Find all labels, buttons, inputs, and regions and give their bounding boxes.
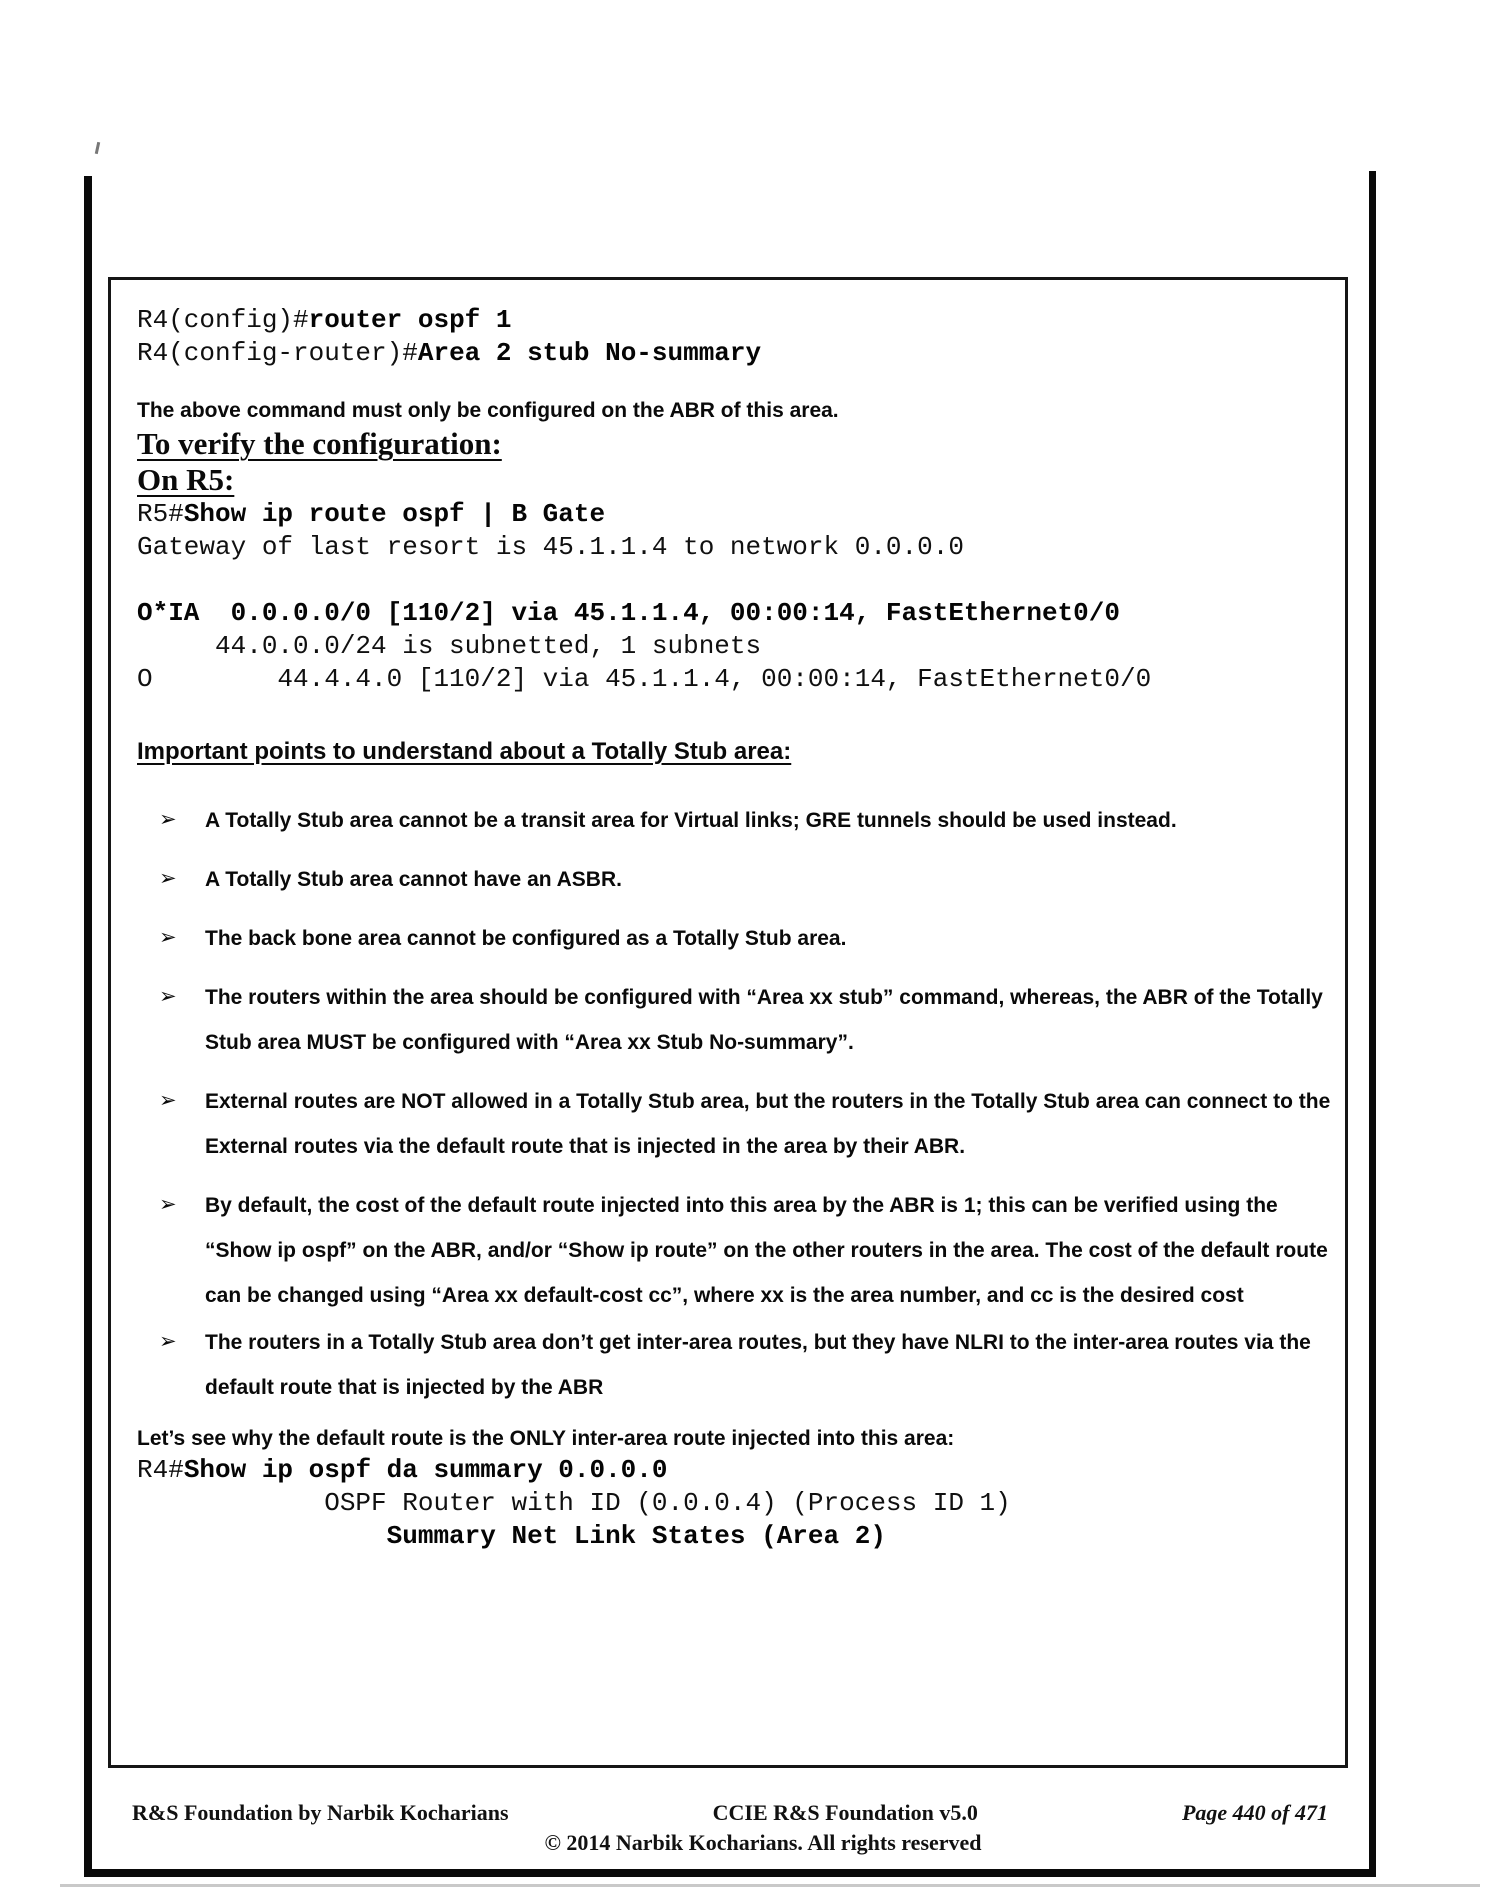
page-footer <box>108 1800 1348 1856</box>
bullet-point <box>137 975 1345 1065</box>
bullet-point <box>137 1320 1345 1410</box>
bullet-text: By default, the cost of the default route injected into this area by the ABR is 1; this can be verified using the “Show ip ospf” on the ABR, and/or “Show ip route” on the other routers in the area. The cost of the default route can be changed using “Area xx default-cost cc”, where xx is the area number, and cc is the desired cost <box>205 1194 1328 1307</box>
bullet-point <box>137 916 1345 961</box>
cli-command: Show ip route ospf | B Gate <box>183 499 606 529</box>
page-border-bottom <box>84 1869 1376 1877</box>
bullet-point <box>137 798 1345 843</box>
footer-row <box>108 1800 1348 1826</box>
arrow-bullet-icon: ➢ <box>159 866 177 890</box>
heading-important-points: Important points to understand about a Totally Stub area: <box>137 738 792 765</box>
arrow-bullet-icon: ➢ <box>159 1329 177 1353</box>
page-border-left <box>84 176 92 1876</box>
cli-output-header: Summary Net Link States (Area 2) <box>137 1521 886 1551</box>
arrow-bullet-icon: ➢ <box>159 807 177 831</box>
arrow-bullet-icon: ➢ <box>159 984 177 1008</box>
arrow-bullet-icon: ➢ <box>159 1088 177 1112</box>
bullet-point <box>137 1183 1345 1318</box>
summary-net-link-states-line <box>137 1520 1345 1553</box>
cli-prompt: R5# <box>137 499 184 529</box>
ospf-router-id-line <box>137 1487 1345 1520</box>
footer-page-number: Page 440 of 471 <box>1181 1800 1328 1825</box>
heading-on-r5: On R5: <box>137 462 235 497</box>
terminal-show-route-block <box>137 498 1345 696</box>
bullet-text: External routes are NOT allowed in a Totally Stub area, but the routers in the Totally Stub area can connect to the External routes via the default route that is injected in the area by their ABR. <box>205 1090 1331 1158</box>
cli-output-line: Gateway of last resort is 45.1.1.4 to network 0.0.0.0 <box>137 532 964 562</box>
cli-prompt: R4(config-router)# <box>137 338 418 368</box>
cli-output-line: 44.0.0.0/24 is subnetted, 1 subnets <box>137 631 762 661</box>
cli-output-default-route: O*IA 0.0.0.0/0 [110/2] via 45.1.1.4, 00:00:14, FastEthernet0/0 <box>137 598 1120 628</box>
content-box <box>108 277 1348 1768</box>
terminal-config-block <box>137 304 1345 370</box>
bullet-point <box>137 1079 1345 1169</box>
cli-prompt: R4# <box>137 1455 184 1485</box>
page-border-right <box>1369 171 1376 1877</box>
bullet-point <box>137 857 1345 902</box>
important-points-list <box>137 798 1345 1410</box>
footer-title: CCIE R&S Foundation v5.0 <box>712 1800 978 1825</box>
scan-artifact <box>95 142 100 154</box>
bullet-text: A Totally Stub area cannot be a transit area for Virtual links; GRE tunnels should be used instead. <box>205 809 1177 832</box>
bullet-text: The back bone area cannot be configured as a Totally Stub area. <box>205 927 847 950</box>
cli-command: router ospf 1 <box>308 305 512 335</box>
cli-output-line: O 44.4.4.0 [110/2] via 45.1.1.4, 00:00:14, FastEthernet0/0 <box>137 664 1152 694</box>
bullet-text: A Totally Stub area cannot have an ASBR. <box>205 868 622 891</box>
cli-prompt: R4(config)# <box>137 305 309 335</box>
bullet-text: The routers within the area should be configured with “Area xx stub” command, whereas, the ABR of the Totally Stub area MUST be configured with “Area xx Stub No-summary”. <box>205 986 1323 1054</box>
terminal-show-summary-block <box>137 1454 1345 1487</box>
footer-author: R&S Foundation by Narbik Kocharians <box>132 1800 509 1825</box>
cli-command: Area 2 stub No-summary <box>417 338 762 368</box>
page-border-shadow <box>60 1884 1480 1887</box>
lets-see-line: Let’s see why the default route is the ONLY inter-area route injected into this area: <box>137 1427 955 1450</box>
cli-output-line: OSPF Router with ID (0.0.0.4) (Process ID 1) <box>137 1488 1011 1518</box>
arrow-bullet-icon: ➢ <box>159 1192 177 1216</box>
arrow-bullet-icon: ➢ <box>159 925 177 949</box>
note-abr: The above command must only be configured on the ABR of this area. <box>137 399 839 422</box>
footer-copyright: © 2014 Narbik Kocharians. All rights reserved <box>544 1830 982 1855</box>
heading-verify-configuration: To verify the configuration: <box>137 426 502 461</box>
cli-command: Show ip ospf da summary 0.0.0.0 <box>183 1455 668 1485</box>
bullet-text: The routers in a Totally Stub area don’t get inter-area routes, but they have NLRI to the inter-area routes via the default route that is injected by the ABR <box>205 1331 1311 1399</box>
